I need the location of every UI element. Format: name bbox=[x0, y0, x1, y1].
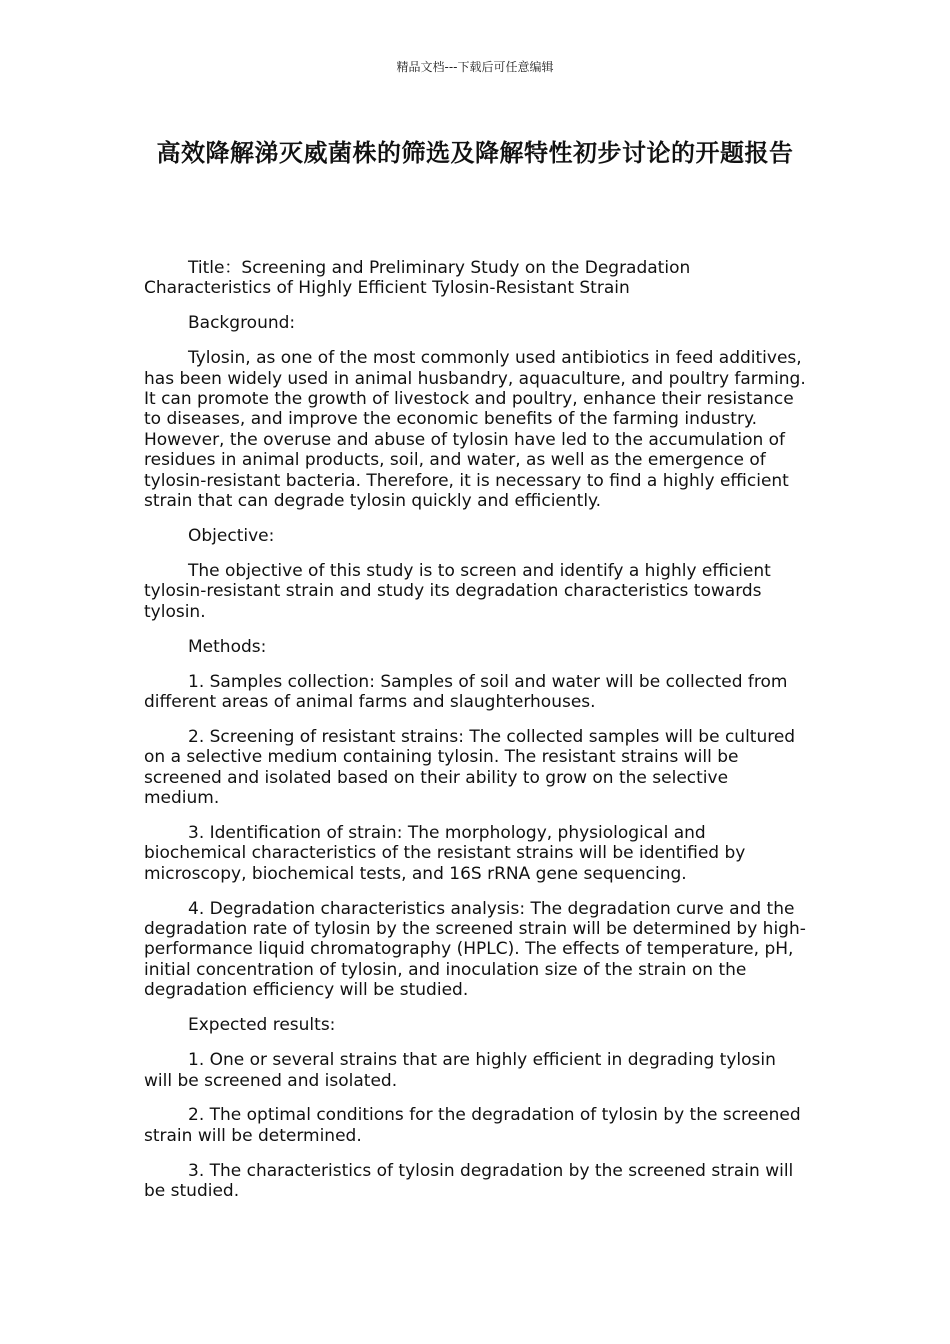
method-item: 1. Samples collection: Samples of soil and water will be collected from different areas of animal farms and slaughterhouses. bbox=[144, 671, 788, 712]
methods-heading: Methods: bbox=[188, 636, 267, 657]
results-heading: Expected results: bbox=[188, 1015, 336, 1036]
header-note: 精品文档---下载后可任意编辑 bbox=[396, 60, 554, 74]
result-item: 1. One or several strains that are highly efficient in degrading tylosin will be screened and isolated. bbox=[144, 1050, 776, 1091]
objective-heading: Objective: bbox=[188, 525, 275, 546]
document-body bbox=[144, 258, 808, 1216]
result-item: 3. The characteristics of tylosin degradation by the screened strain will be studied. bbox=[144, 1160, 794, 1202]
title-line: Title：Screening and Preliminary Study on the Degradation Characteristics of Highly Efficient Tylosin-Resistant Strain bbox=[144, 258, 691, 299]
method-item: 2. Screening of resistant strains: The collected samples will be cultured on a selective medium containing tylosin. The resistant strains will be screened and isolated based on their ability to grow on the selective medium. bbox=[144, 726, 796, 809]
objective-paragraph: The objective of this study is to screen and identify a highly efficient tylosin-resistant strain and study its degradation characteristics towards tylosin. bbox=[144, 560, 771, 622]
background-paragraph: Tylosin, as one of the most commonly used antibiotics in feed additives, has been widely used in animal husbandry, aquaculture, and poultry farming. It can promote the growth of livestock and poultry, enhance their resistance to diseases, and improve the economic benefits of the farming industry. However, the overuse and abuse of tylosin have led to the accumulation of residues in animal products, soil, and water, as well as the emergence of tylosin-resistant bacteria. Therefore, it is necessary to find a highly efficient strain that can degrade tylosin quickly and efficiently. bbox=[144, 348, 806, 512]
document-title: 高效降解涕灭威菌株的筛选及降解特性初步讨论的开题报告 bbox=[156, 139, 794, 167]
result-item: 2. The optimal conditions for the degradation of tylosin by the screened strain will be determined. bbox=[144, 1105, 801, 1146]
method-item: 3. Identification of strain: The morphology, physiological and biochemical characteristics of the resistant strains will be identified by microscopy, biochemical tests, and 16S rRNA gene sequencing. bbox=[144, 822, 746, 884]
background-heading: Background: bbox=[188, 313, 296, 334]
method-item: 4. Degradation characteristics analysis: The degradation curve and the degradation rate of tylosin by the screened strain will be determined by high-performance liquid chromatography (HPLC). The effects of temperature, pH, initial concentration of tylosin, and inoculation size of the strain on the degradation efficiency will be studied. bbox=[144, 898, 806, 1001]
